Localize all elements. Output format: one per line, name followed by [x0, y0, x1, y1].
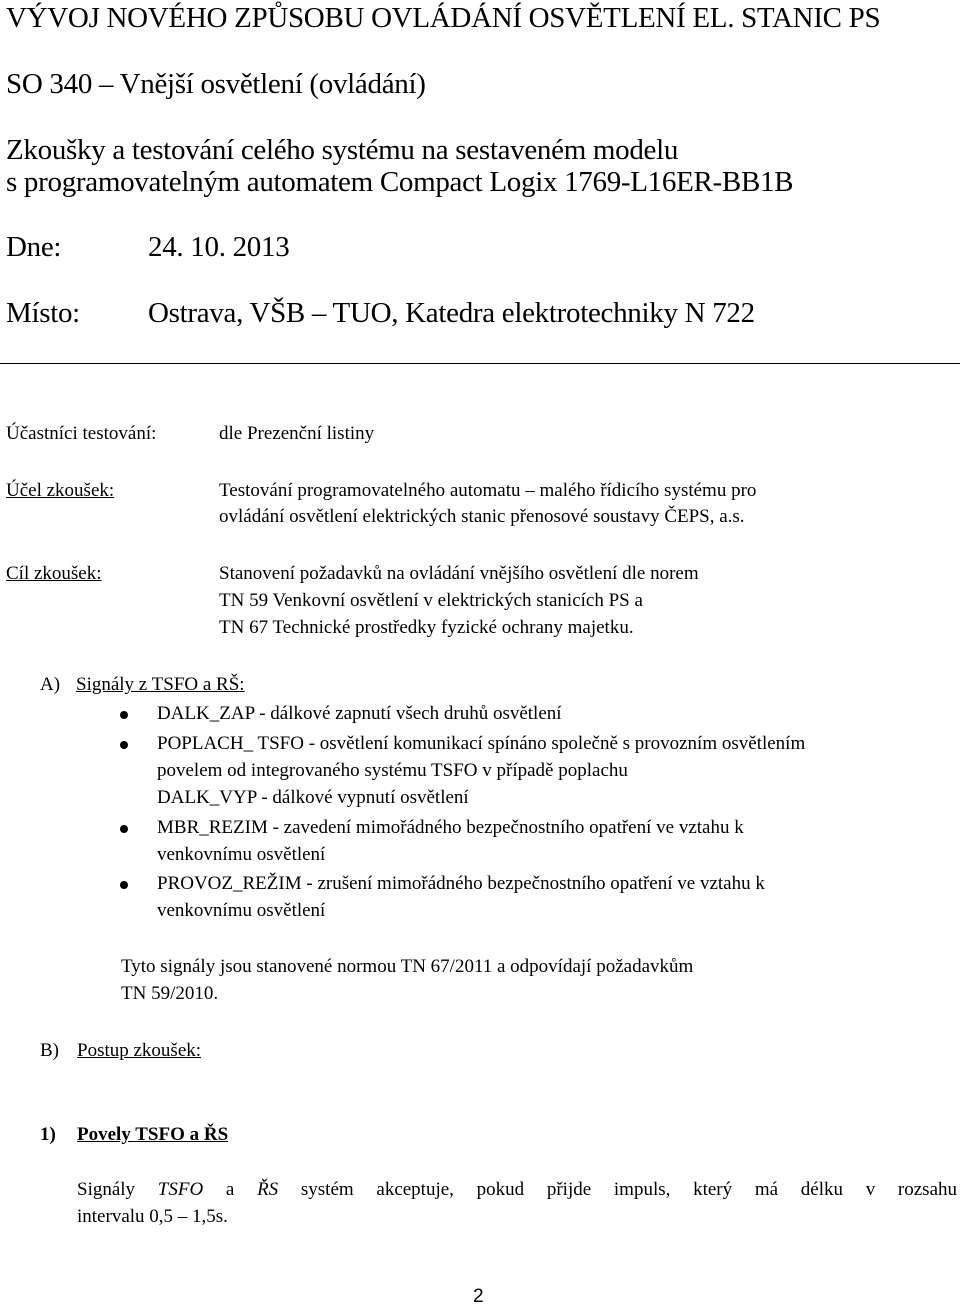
bullet-icon — [120, 825, 128, 833]
document-title: VÝVOJ NOVÉHO ZPŮSOBU OVLÁDÁNÍ OSVĚTLENÍ EL. STANIC PS — [6, 2, 881, 34]
section-b-title: Postup zkoušek: — [77, 1040, 202, 1061]
goal-value-line-1: Stanovení požadavků na ovládání vnějšího osvětlení dle norem — [219, 563, 699, 584]
section-a-title: Signály z TSFO a RŠ: — [76, 674, 245, 695]
signals-note-line-2: TN 59/2010. — [121, 983, 219, 1004]
purpose-value-line-1: Testování programovatelného automatu – malého řídicího systému pro — [219, 480, 757, 501]
paragraph-word-rs: ŘS — [257, 1179, 279, 1200]
bullet-icon — [120, 881, 128, 889]
subsection-1-paragraph-line-2: intervalu 0,5 – 1,5s. — [77, 1206, 228, 1227]
signals-note-line-1: Tyto signály jsou stanovené normou TN 67/2011 a odpovídají požadavkům — [121, 956, 694, 977]
place-label: Místo: — [6, 297, 80, 329]
bullet-icon — [120, 711, 128, 719]
signal-item-mbr-rezim-line-2: venkovnímu osvětlení — [157, 844, 326, 865]
section-a-prefix: A) — [40, 674, 61, 695]
participants-value: dle Prezenční listiny — [219, 423, 375, 444]
signal-item-provoz-rezim-line-2: venkovnímu osvětlení — [157, 900, 326, 921]
signal-item-poplach-line-2: povelem od integrovaného systému TSFO v případě poplachu — [157, 760, 628, 781]
paragraph-rest: systém akceptuje, pokud přijde impuls, který má délku v rozsahu — [300, 1179, 958, 1200]
date-label: Dne: — [6, 231, 62, 263]
bullet-icon — [120, 741, 128, 749]
paragraph-word-tsfo: TSFO — [157, 1179, 204, 1200]
page-number: 2 — [473, 1286, 484, 1307]
date-value: 24. 10. 2013 — [148, 231, 290, 263]
goal-label: Cíl zkoušek: — [6, 563, 102, 584]
subsection-1-prefix: 1) — [40, 1124, 56, 1145]
signal-item-provoz-rezim: PROVOZ_REŽIM - zrušení mimořádného bezpečnostního opatření ve vztahu k — [157, 873, 765, 894]
subsection-1-paragraph-line-1 — [77, 1179, 957, 1201]
goal-value-line-2: TN 59 Venkovní osvětlení v elektrických stanicích PS a — [219, 590, 643, 611]
place-value: Ostrava, VŠB – TUO, Katedra elektrotechniky N 722 — [148, 297, 755, 329]
section-b-prefix: B) — [40, 1040, 59, 1061]
goal-value-line-3: TN 67 Technické prostředky fyzické ochrany majetku. — [219, 617, 634, 638]
participants-label: Účastníci testování: — [6, 423, 157, 444]
signal-item-dalk-zap: DALK_ZAP - dálkové zapnutí všech druhů osvětlení — [157, 703, 562, 724]
signal-item-poplach: POPLACH_ TSFO - osvětlení komunikací spínáno společně s provozním osvětlením — [157, 733, 806, 754]
document-subtitle: SO 340 – Vnější osvětlení (ovládání) — [6, 68, 426, 100]
purpose-label: Účel zkoušek: — [6, 480, 115, 501]
paragraph-word-a: a — [225, 1179, 235, 1200]
paragraph-word-signaly: Signály — [77, 1179, 136, 1200]
subsection-1-title: Povely TSFO a ŘS — [77, 1124, 229, 1145]
signal-item-mbr-rezim: MBR_REZIM - zavedení mimořádného bezpečnostního opatření ve vztahu k — [157, 817, 744, 838]
signal-item-dalk-vyp: DALK_VYP - dálkové vypnutí osvětlení — [157, 787, 469, 808]
heading-line-4: s programovatelným automatem Compact Logix 1769-L16ER-BB1B — [6, 166, 794, 198]
header-divider — [0, 363, 960, 364]
purpose-value-line-2: ovládání osvětlení elektrických stanic přenosové soustavy ČEPS, a.s. — [219, 506, 745, 527]
heading-line-3: Zkoušky a testování celého systému na sestaveném modelu — [6, 134, 679, 166]
